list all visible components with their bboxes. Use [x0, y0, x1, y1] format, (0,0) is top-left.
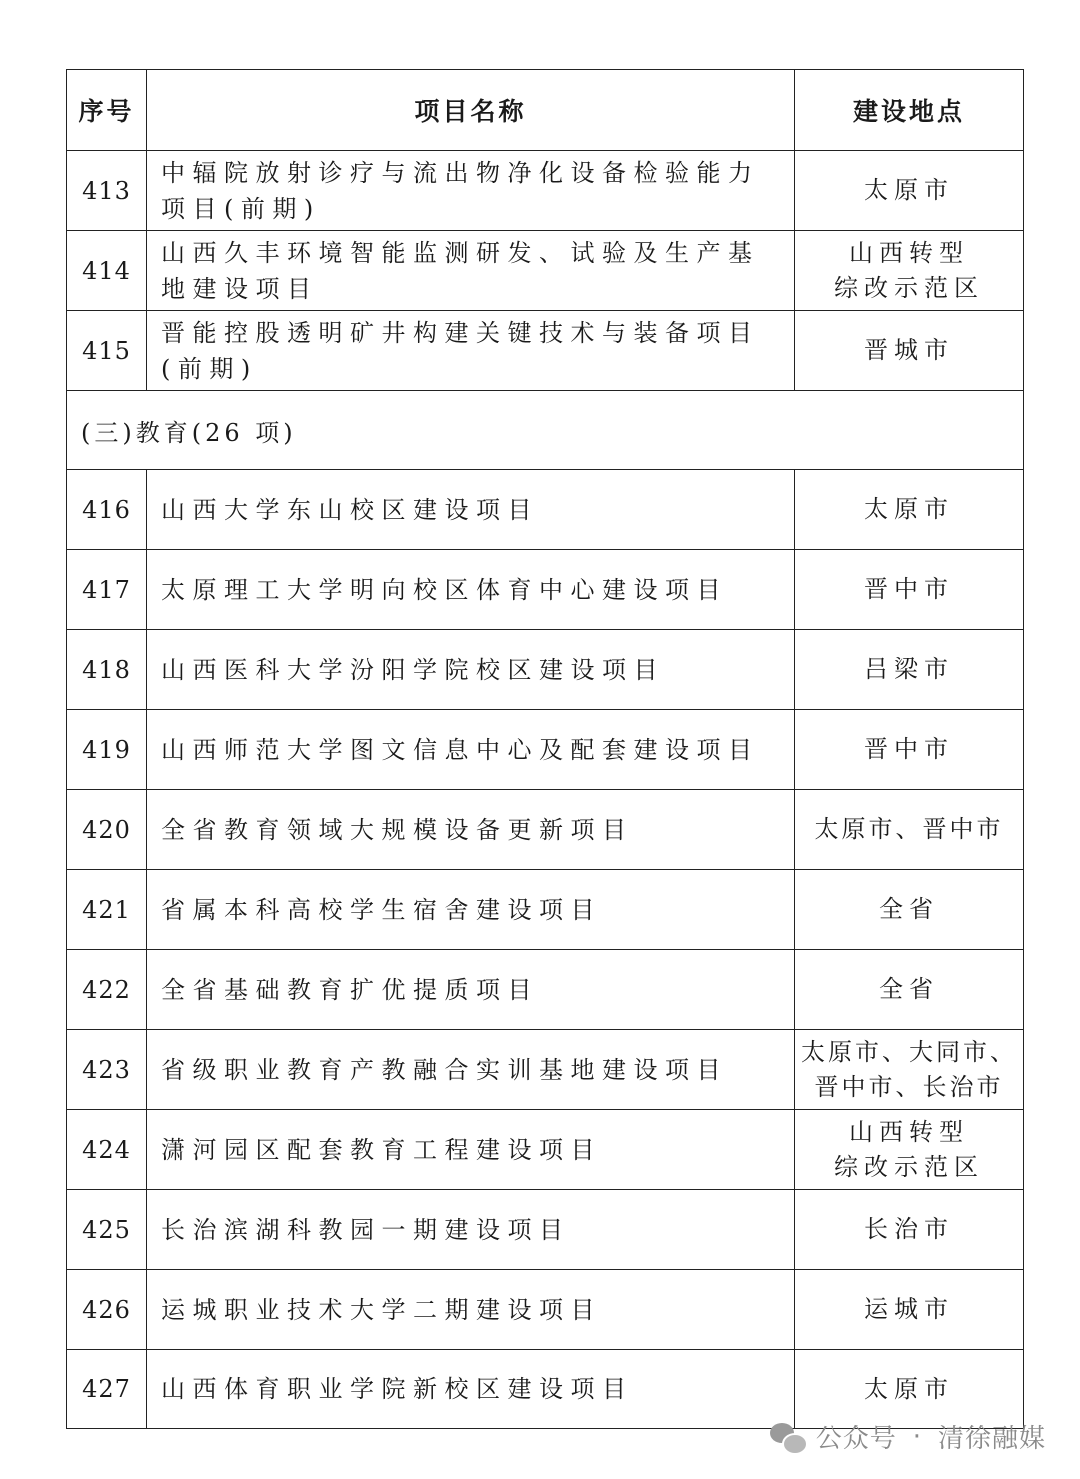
- row-name: 中辐院放射诊疗与流出物净化设备检验能力项目(前期): [147, 151, 795, 231]
- location-line: 晋中市: [864, 735, 954, 763]
- location-line: 太原市: [864, 176, 954, 204]
- row-location: [795, 710, 1024, 790]
- table-row: [67, 710, 1024, 790]
- row-name: 全省基础教育扩优提质项目: [147, 950, 795, 1030]
- row-no: 415: [67, 311, 147, 391]
- row-no: 424: [67, 1110, 147, 1190]
- header-name: 项目名称: [147, 70, 795, 151]
- row-no: 426: [67, 1270, 147, 1350]
- wechat-icon: [770, 1421, 806, 1453]
- row-name: 山西大学东山校区建设项目: [147, 470, 795, 550]
- location-line: 长治市: [864, 1215, 954, 1243]
- table-row: [67, 1030, 1024, 1110]
- table-row: [67, 1270, 1024, 1350]
- location-line: 太原市、大同市、: [801, 1037, 1017, 1066]
- row-location: [795, 1270, 1024, 1350]
- location-line: 晋城市: [864, 336, 954, 364]
- table-row: [67, 550, 1024, 630]
- row-no: 421: [67, 870, 147, 950]
- row-no: 427: [67, 1350, 147, 1429]
- row-location: [795, 550, 1024, 630]
- row-location: [795, 311, 1024, 391]
- table-row: [67, 311, 1024, 391]
- row-location: [795, 470, 1024, 550]
- row-location: [795, 1190, 1024, 1270]
- row-name: 山西久丰环境智能监测研发、试验及生产基地建设项目: [147, 231, 795, 311]
- row-no: 423: [67, 1030, 147, 1110]
- row-name: 太原理工大学明向校区体育中心建设项目: [147, 550, 795, 630]
- table-row: [67, 231, 1024, 311]
- row-location: [795, 870, 1024, 950]
- row-no: 418: [67, 630, 147, 710]
- row-name: 晋能控股透明矿井构建关键技术与装备项目(前期): [147, 311, 795, 391]
- table-row: [67, 790, 1024, 870]
- row-location: [795, 231, 1024, 311]
- row-location: [795, 151, 1024, 231]
- location-line: 太原市: [864, 1374, 954, 1403]
- row-name: 山西师范大学图文信息中心及配套建设项目: [147, 710, 795, 790]
- row-no: 419: [67, 710, 147, 790]
- section-row: [67, 391, 1024, 470]
- row-no: 417: [67, 550, 147, 630]
- table-row: [67, 870, 1024, 950]
- watermark: [770, 1418, 1046, 1455]
- location-line: 运城市: [864, 1295, 954, 1323]
- location-line: 太原市: [864, 495, 954, 523]
- location-line: 综改示范区: [834, 273, 984, 302]
- location-line: 山西转型: [849, 238, 969, 267]
- row-name: 全省教育领域大规模设备更新项目: [147, 790, 795, 870]
- location-line: 全省: [879, 975, 939, 1003]
- location-line: 太原市、晋中市: [814, 815, 1004, 843]
- section-title: (三)教育(26 项): [67, 391, 1024, 470]
- table-row: [67, 950, 1024, 1030]
- row-no: 414: [67, 231, 147, 311]
- header-location: 建设地点: [795, 70, 1024, 151]
- location-line: 吕梁市: [864, 655, 954, 683]
- row-name: 山西医科大学汾阳学院校区建设项目: [147, 630, 795, 710]
- location-line: 晋中市: [864, 575, 954, 603]
- row-no: 413: [67, 151, 147, 231]
- table-row: [67, 151, 1024, 231]
- row-no: 425: [67, 1190, 147, 1270]
- row-location: [795, 950, 1024, 1030]
- watermark-account-name: 清徐融媒: [937, 1424, 1046, 1454]
- row-location: [795, 790, 1024, 870]
- row-name: 运城职业技术大学二期建设项目: [147, 1270, 795, 1350]
- row-no: 422: [67, 950, 147, 1030]
- row-location: [795, 1350, 1024, 1429]
- watermark-account-label: 公众号: [815, 1424, 897, 1454]
- row-no: 416: [67, 470, 147, 550]
- table-row: [67, 1110, 1024, 1190]
- location-line: 综改示范区: [834, 1152, 984, 1181]
- row-location: [795, 1110, 1024, 1190]
- location-line: 全省: [879, 895, 939, 923]
- row-location: [795, 1030, 1024, 1110]
- row-name: 山西体育职业学院新校区建设项目: [147, 1350, 795, 1429]
- watermark-separator: ·: [912, 1421, 922, 1452]
- row-name: 长治滨湖科教园一期建设项目: [147, 1190, 795, 1270]
- row-name: 潇河园区配套教育工程建设项目: [147, 1110, 795, 1190]
- row-no: 420: [67, 790, 147, 870]
- table-row: [67, 630, 1024, 710]
- table-row: [67, 1350, 1024, 1429]
- row-name: 省属本科高校学生宿舍建设项目: [147, 870, 795, 950]
- table-row: [67, 470, 1024, 550]
- header-no: 序号: [67, 70, 147, 151]
- table-header-row: [67, 70, 1024, 151]
- row-name: 省级职业教育产教融合实训基地建设项目: [147, 1030, 795, 1110]
- project-table: [66, 69, 1024, 1429]
- location-line: 山西转型: [849, 1117, 969, 1146]
- location-line: 晋中市、长治市: [814, 1072, 1004, 1101]
- row-location: [795, 630, 1024, 710]
- table-row: [67, 1190, 1024, 1270]
